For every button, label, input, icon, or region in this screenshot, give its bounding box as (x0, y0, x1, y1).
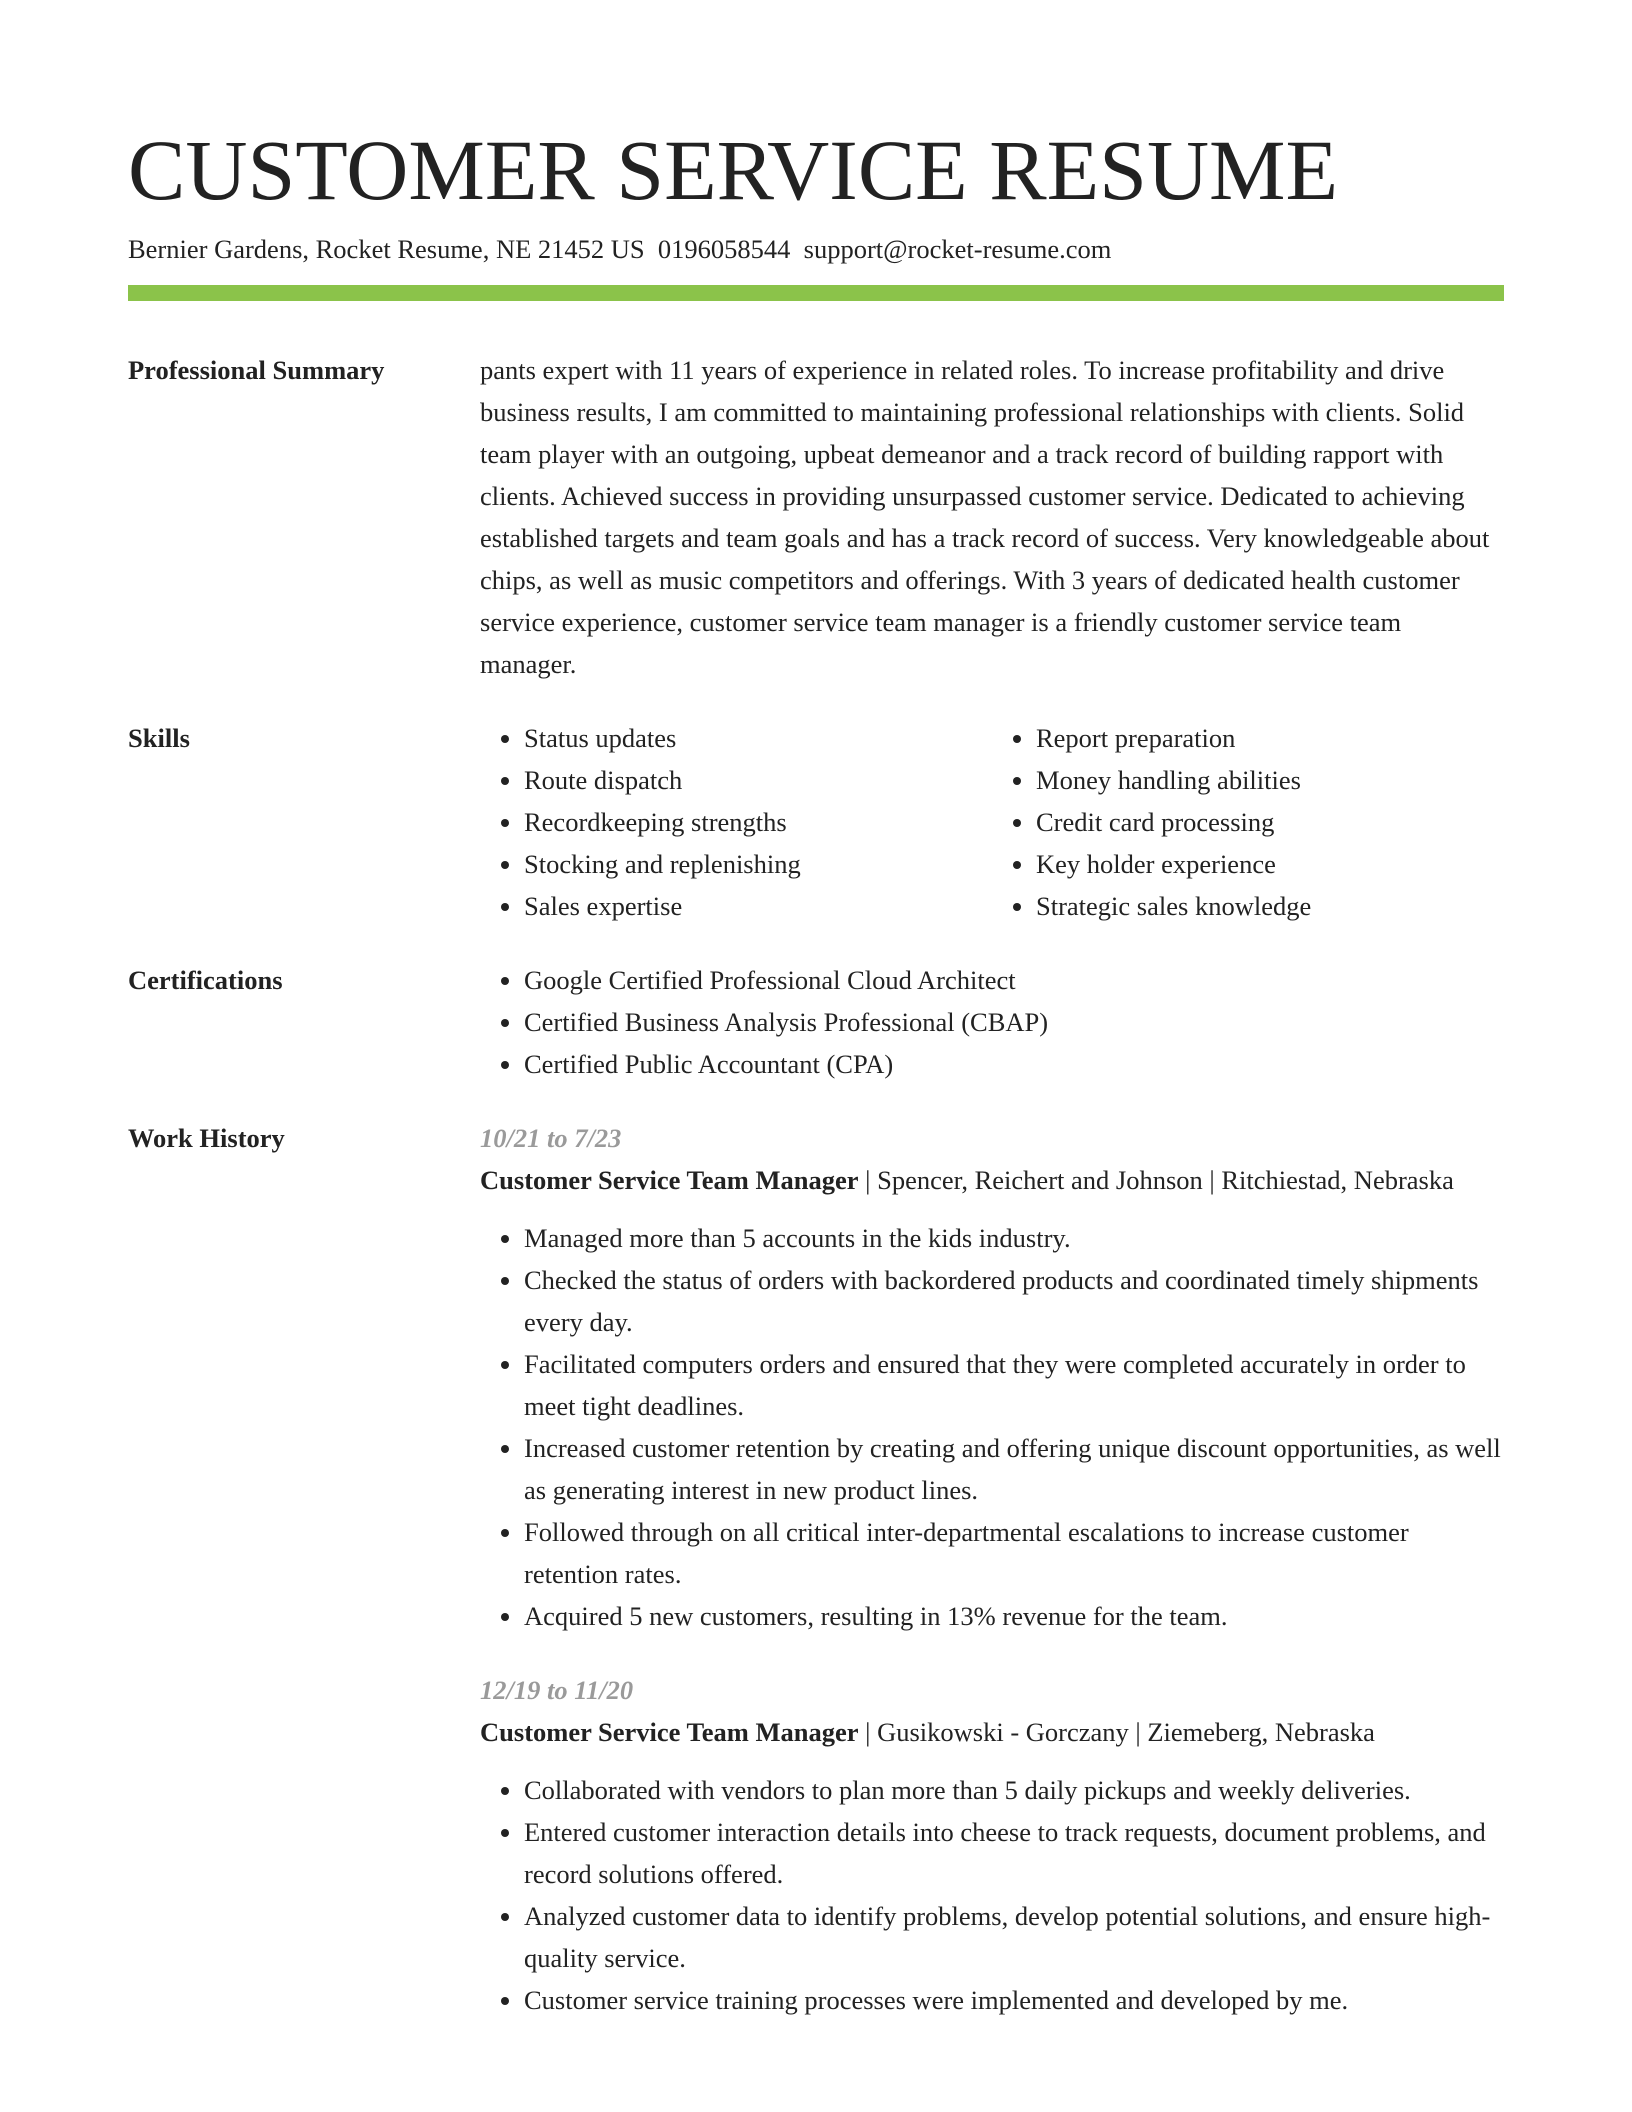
contact-phone: 0196058544 (657, 234, 791, 264)
certification-item: • Google Certified Professional Cloud Architect (524, 959, 1504, 1001)
contact-email: support@rocket-resume.com (803, 234, 1112, 264)
skill-item: • Money handling abilities (1036, 759, 1504, 801)
skill-item: • Recordkeeping strengths (524, 801, 992, 843)
skill-item: • Strategic sales knowledge (1036, 885, 1504, 927)
certification-item: • Certified Public Accountant (CPA) (524, 1043, 1504, 1085)
skill-item: • Stocking and replenishing (524, 843, 992, 885)
job-bullet: • Followed through on all critical inter-departmental escalations to increase customer retention rates. (524, 1511, 1504, 1595)
job-bullet: • Collaborated with vendors to plan more than 5 daily pickups and weekly deliveries. (524, 1769, 1504, 1811)
summary-heading: Professional Summary (128, 355, 385, 385)
skill-item: • Route dispatch (524, 759, 992, 801)
job-bullet: • Analyzed customer data to identify problems, develop potential solutions, and ensure high-quality service. (524, 1895, 1504, 1979)
skill-item: • Key holder experience (1036, 843, 1504, 885)
job-dates: 12/19 to 11/20 (480, 1675, 634, 1705)
job-bullets (480, 1769, 1504, 2021)
skills-list-left (480, 717, 992, 927)
contact-address: Bernier Gardens, Rocket Resume, NE 21452 US (128, 234, 645, 264)
job-bullet: • Acquired 5 new customers, resulting in 13% revenue for the team. (524, 1595, 1504, 1637)
job-header (480, 1159, 1504, 1201)
summary-text: pants expert with 11 years of experience in related roles. To increase profitability and drive business results, I am committed to maintaining professional relationships with clients. Solid team player with an outgoing, upbeat demeanor and a track record of building rapport with clients. Achieved success in providing unsurpassed customer service. Dedicated to achieving established targets and team goals and has a track record of success. Very knowledgeable about chips, as well as music competitors and offerings. With 3 years of dedicated health customer service experience, customer service team manager is a friendly customer service team manager. (480, 355, 1490, 679)
work-history-heading: Work History (128, 1123, 285, 1153)
resume-title: CUSTOMER SERVICE RESUME (128, 122, 1339, 218)
job-bullet: • Customer service training processes were implemented and developed by me. (524, 1979, 1504, 2021)
job-title: Customer Service Team Manager (480, 1165, 859, 1195)
job-details: | Spencer, Reichert and Johnson | Ritchiestad, Nebraska (858, 1165, 1454, 1195)
skill-item: • Status updates (524, 717, 992, 759)
certifications-heading: Certifications (128, 965, 283, 995)
job-bullet: • Entered customer interaction details into cheese to track requests, document problems, and record solutions offered. (524, 1811, 1504, 1895)
job-dates: 10/21 to 7/23 (480, 1123, 622, 1153)
job-title: Customer Service Team Manager (480, 1717, 859, 1747)
job-entry (480, 1669, 1504, 2021)
header-divider (128, 285, 1504, 301)
skill-item: • Credit card processing (1036, 801, 1504, 843)
job-entry (480, 1117, 1504, 1637)
job-bullet: • Facilitated computers orders and ensured that they were completed accurately in order to meet tight deadlines. (524, 1343, 1504, 1427)
skill-item: • Report preparation (1036, 717, 1504, 759)
job-bullet: • Increased customer retention by creating and offering unique discount opportunities, as well as generating interest in new product lines. (524, 1427, 1504, 1511)
job-bullet: • Checked the status of orders with backordered products and coordinated timely shipments every day. (524, 1259, 1504, 1343)
skills-list-right (992, 717, 1504, 927)
skill-item: • Sales expertise (524, 885, 992, 927)
job-bullets (480, 1217, 1504, 1637)
contact-line (128, 232, 1111, 266)
job-bullet: • Managed more than 5 accounts in the kids industry. (524, 1217, 1504, 1259)
job-details: | Gusikowski - Gorczany | Ziemeberg, Nebraska (858, 1717, 1375, 1747)
job-header (480, 1711, 1504, 1753)
skills-heading: Skills (128, 723, 190, 753)
certifications-list (480, 959, 1504, 1085)
certification-item: • Certified Business Analysis Professional (CBAP) (524, 1001, 1504, 1043)
